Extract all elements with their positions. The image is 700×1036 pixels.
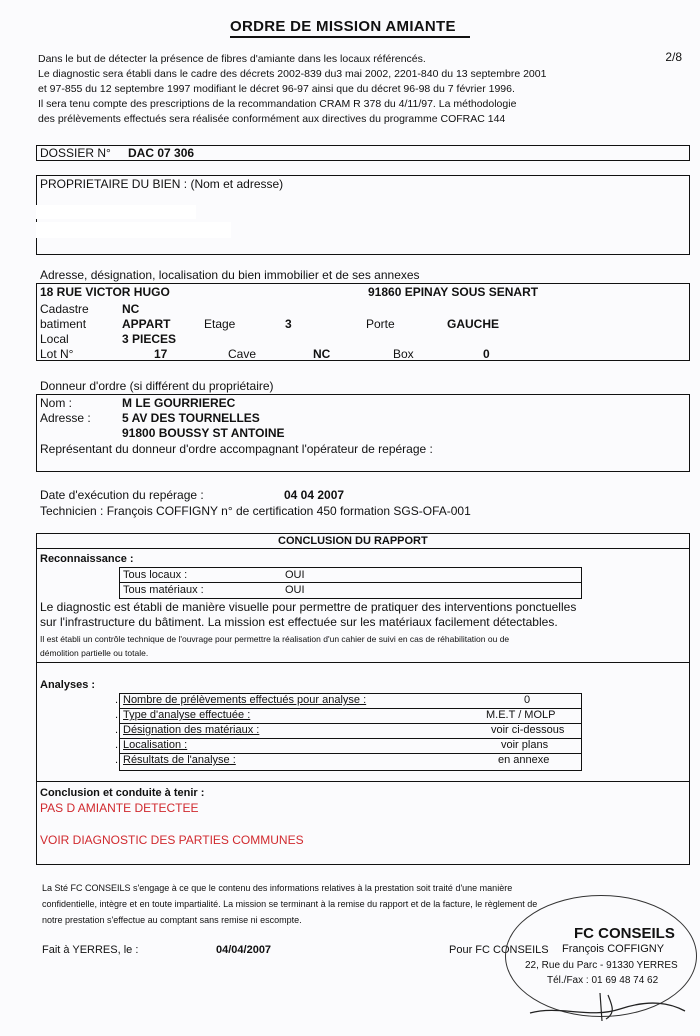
reconnaissance-row-value: OUI [285, 584, 305, 596]
analyses-row-value: M.E.T / MOLP [486, 709, 556, 721]
execution-date-label: Date d'exécution du repérage : [40, 488, 204, 502]
donneur-heading: Donneur d'ordre (si différent du propriétaire) [40, 379, 274, 393]
conclusion-result-1: PAS D AMIANTE DETECTEE [40, 801, 199, 815]
technicien-text: Technicien : François COFFIGNY n° de certification 450 formation SGS-OFA-001 [40, 504, 471, 518]
redacted-owner-name [36, 205, 196, 219]
reconnaissance-row-label: Tous locaux : [123, 569, 188, 581]
controle-line: démolition partielle ou totale. [40, 648, 149, 658]
signature-icon [520, 985, 690, 1025]
document-title: ORDRE DE MISSION AMIANTE [230, 18, 456, 35]
diagnostic-line: sur l'infrastructure du bâtiment. La mission est effectuée sur les matériaux facilement détectables. [40, 615, 558, 629]
analyses-label: Analyses : [40, 679, 96, 691]
footer-line: confidentielle, intègre et en toute impartialité. La mission se terminant à la remise du rapport et de la facture, le règlement de [42, 899, 538, 909]
reconnaissance-row-value: OUI [285, 569, 305, 581]
conclusion-heading-divider [37, 548, 689, 549]
footer-text [42, 880, 537, 928]
adresse-line2: 91800 BOUSSY ST ANTOINE [122, 426, 285, 440]
cadastre-value: NC [122, 302, 140, 316]
intro-line: Le diagnostic sera établi dans le cadre des décrets 2002-839 du3 mai 2002, 2201-840 du 13 septembre 2001 [38, 68, 547, 80]
controle-text [40, 632, 509, 660]
analyses-row-label: Désignation des matériaux : [123, 724, 260, 736]
dossier-value: DAC 07 306 [128, 146, 195, 160]
local-label: Local [40, 332, 69, 346]
intro-line: Il sera tenu compte des prescriptions de la recommandation CRAM R 378 du 4/11/97. La méthodologie [38, 98, 517, 110]
reconnaissance-row-label: Tous matériaux : [123, 584, 204, 596]
lot-value: 17 [154, 347, 168, 361]
fait-date: 04/04/2007 [216, 944, 272, 956]
page-number: 2/8 [665, 50, 682, 64]
conduite-label: Conclusion et conduite à tenir : [40, 787, 205, 799]
conclusion-result-2: VOIR DIAGNOSTIC DES PARTIES COMMUNES [40, 833, 304, 847]
etage-label: Etage [204, 317, 236, 331]
box-value: 0 [483, 347, 490, 361]
local-value: 3 PIECES [122, 332, 177, 346]
intro-line: Dans le but de détecter la présence de fibres d'amiante dans les locaux référencés. [38, 53, 426, 65]
analyses-bullet: . [115, 694, 119, 706]
fait-label: Fait à YERRES, le : [42, 944, 139, 956]
diagnostic-text [40, 600, 576, 630]
bien-city: 91860 EPINAY SOUS SENART [368, 285, 539, 299]
analyses-divider [37, 662, 689, 663]
adresse-line1: 5 AV DES TOURNELLES [122, 411, 260, 425]
proprietaire-label: PROPRIETAIRE DU BIEN : (Nom et adresse) [40, 177, 284, 191]
batiment-value: APPART [122, 317, 171, 331]
analyses-bullet: . [115, 754, 119, 766]
analyses-bullet: . [115, 724, 119, 736]
stamp-signer: François COFFIGNY [562, 943, 665, 955]
diagnostic-line: Le diagnostic est établi de manière visuelle pour permettre de pratiquer des interventions ponctuelles [40, 600, 577, 614]
controle-line: Il est établi un contrôle technique de l'ouvrage pour permettre la réalisation d'un cahier de suivi en cas de réhabilitation ou de [40, 634, 510, 644]
execution-date-value: 04 04 2007 [284, 488, 345, 502]
intro-text [38, 52, 546, 127]
batiment-label: batiment [40, 317, 87, 331]
stamp-phone: Tél./Fax : 01 69 48 74 62 [547, 975, 659, 986]
box-label: Box [393, 347, 414, 361]
intro-line: et 97-855 du 12 septembre 1997 modifiant le décret 96-97 ainsi que du décret 96-98 du 7 février 1996. [38, 83, 515, 95]
footer-line: notre prestation s'effectue au comptant sans remise ni escompte. [42, 915, 302, 925]
stamp-company: FC CONSEILS [574, 925, 675, 942]
nom-value: M LE GOURRIEREC [122, 396, 236, 410]
conclusion-heading: CONCLUSION DU RAPPORT [278, 535, 428, 547]
bien-street: 18 RUE VICTOR HUGO [40, 285, 170, 299]
etage-value: 3 [285, 317, 292, 331]
conduite-divider [37, 781, 689, 782]
porte-label: Porte [366, 317, 395, 331]
analyses-row-value: en annexe [498, 754, 550, 766]
analyses-row-value: 0 [524, 694, 531, 706]
stamp-address: 22, Rue du Parc - 91330 YERRES [525, 960, 678, 971]
dossier-label: DOSSIER N° [40, 146, 111, 160]
title-underline [230, 36, 470, 38]
intro-line: des prélèvements effectués sera réalisée conformément aux directives du programme COFRAC 144 [38, 113, 506, 125]
analyses-row-label: Résultats de l'analyse : [123, 754, 236, 766]
analyses-row-label: Nombre de prélèvements effectués pour analyse : [123, 694, 367, 706]
analyses-row-label: Localisation : [123, 739, 188, 751]
analyses-bullet: . [115, 709, 119, 721]
footer-line: La Sté FC CONSEILS s'engage à ce que le contenu des informations relatives à la prestation soit traité d'une manière [42, 883, 513, 893]
adresse-label: Adresse : [40, 411, 91, 425]
cave-value: NC [313, 347, 331, 361]
analyses-row-value: voir plans [501, 739, 549, 751]
analyses-row-label: Type d'analyse effectuée : [123, 709, 251, 721]
analyses-row-value: voir ci-dessous [491, 724, 565, 736]
bien-heading: Adresse, désignation, localisation du bien immobilier et de ses annexes [40, 268, 420, 282]
redacted-owner-address [36, 222, 231, 238]
cave-label: Cave [228, 347, 257, 361]
table-divider [120, 582, 581, 583]
porte-value: GAUCHE [447, 317, 500, 331]
cadastre-label: Cadastre [40, 302, 89, 316]
representant-text: Représentant du donneur d'ordre accompagnant l'opérateur de repérage : [40, 442, 433, 456]
nom-label: Nom : [40, 396, 73, 410]
pour-label: Pour FC CONSEILS [449, 944, 549, 956]
analyses-bullet: . [115, 739, 119, 751]
lot-label: Lot N° [40, 347, 74, 361]
reconnaissance-label: Reconnaissance : [40, 553, 134, 565]
